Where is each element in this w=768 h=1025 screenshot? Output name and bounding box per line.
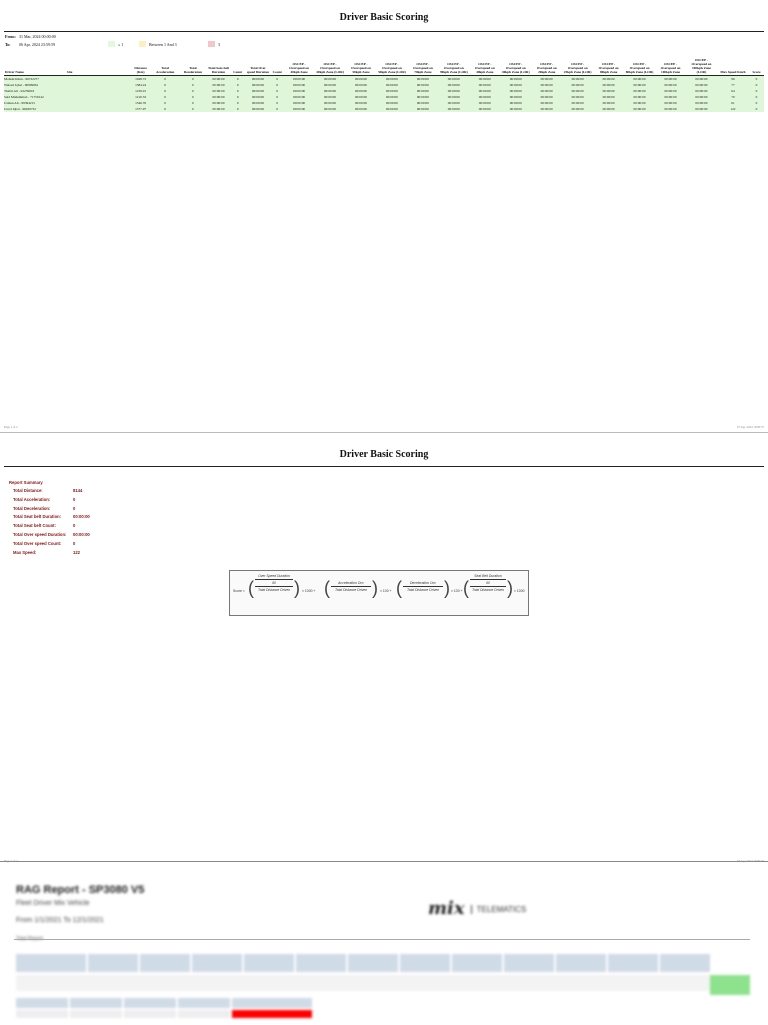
table-cell: 00:00:00 xyxy=(385,77,398,81)
summary-row xyxy=(9,488,90,497)
summary-row xyxy=(9,541,90,550)
formula-paren: ( xyxy=(463,578,469,598)
formula-paren: ) xyxy=(372,578,378,598)
table-cell: 00:00:00 xyxy=(416,101,429,105)
formula-paren: ( xyxy=(324,578,330,598)
table-cell: 00:00:00 xyxy=(212,95,225,99)
table-cell: 00:00:00 xyxy=(602,83,615,87)
summary-key: Total Deceleration: xyxy=(13,505,51,511)
legend-swatch-red xyxy=(208,41,215,47)
rag-header-cell xyxy=(608,954,658,972)
column-header: Total Seat-belt Duration xyxy=(207,66,230,74)
table-cell: 00:00:00 xyxy=(571,89,584,93)
table-cell: 00:00:00 xyxy=(447,107,460,111)
table-cell: 00:00:00 xyxy=(540,83,553,87)
table-cell: 0 xyxy=(276,77,279,81)
driver-name-cell: Usman Ali - 99394215 xyxy=(4,101,35,105)
table-cell: 1948.72 xyxy=(135,77,147,81)
table-cell: 00:00:00 xyxy=(478,89,491,93)
formula-paren: ) xyxy=(444,578,450,598)
table-cell: 0 xyxy=(236,95,239,99)
table-cell: 00:00:00 xyxy=(323,101,337,105)
table-cell: 00:00:00 xyxy=(447,95,460,99)
summary-key: Total Over speed Count: xyxy=(13,540,62,546)
table-cell: 00:00:00 xyxy=(478,107,491,111)
table-cell: 00:00:00 xyxy=(571,107,584,111)
formula-paren: ( xyxy=(248,578,254,598)
table-cell: 00:00:00 xyxy=(602,89,615,93)
table-cell: 0 xyxy=(236,83,239,87)
table-row xyxy=(4,106,764,112)
rag-status-red xyxy=(232,1010,312,1018)
column-header: OSCEP - Overspeed on 50kph Zone (LOR) xyxy=(378,62,406,74)
table-cell: 00:00:00 xyxy=(354,107,367,111)
legend-label: ≤ 1 xyxy=(118,41,124,47)
table-cell: 00:00:00 xyxy=(447,83,460,87)
table-cell: 00:00:00 xyxy=(251,95,265,99)
summary-value: 0 xyxy=(73,540,76,546)
table-cell: 00:00:00 xyxy=(447,89,460,93)
table-cell: 77 xyxy=(731,83,735,87)
to-label: To: xyxy=(5,42,11,47)
table-cell: 00:00:00 xyxy=(416,77,429,81)
report-title: Driver Basic Scoring xyxy=(339,12,429,23)
column-header: Total Deceleration xyxy=(183,66,203,74)
score-formula-box xyxy=(229,570,529,616)
table-cell: 00:00:00 xyxy=(293,101,306,105)
table-cell: 00:00:00 xyxy=(602,95,615,99)
legend-item-low xyxy=(108,41,123,47)
table-cell: 00:00:00 xyxy=(571,101,584,105)
report-page-2 xyxy=(0,432,768,861)
table-cell: 0 xyxy=(192,107,194,111)
report-page-3-preview xyxy=(0,861,768,1025)
table-cell: 0 xyxy=(164,83,166,87)
summary-value: 0 xyxy=(73,496,76,502)
column-header: OSCEP - Overspeed on 40kph Zone (LOR) xyxy=(501,62,530,74)
table-cell: 00:00:00 xyxy=(664,89,677,93)
table-cell: 0 xyxy=(164,95,166,99)
table-cell: 00:00:00 xyxy=(385,107,398,111)
column-header: Score xyxy=(752,70,761,74)
column-header: Total Over speed Duration xyxy=(246,66,270,74)
formula-term-seatbelt xyxy=(470,574,506,592)
column-header: OSCEP - Overspeed on 70kph Zone xyxy=(412,62,433,74)
summary-row xyxy=(9,532,90,541)
rag-data-cell xyxy=(70,1010,122,1018)
column-header: OSCEP - Overspeed on 20kph Zone xyxy=(536,62,557,74)
table-cell: 00:00:00 xyxy=(416,95,429,99)
table-cell: 00:00:00 xyxy=(251,77,265,81)
formula-den: Total Distance Driven xyxy=(471,588,505,592)
formula-num: Over Speed Duration xyxy=(258,574,290,578)
table-cell: 00:00:00 xyxy=(664,107,677,111)
table-cell: 00:00:00 xyxy=(571,95,584,99)
table-cell: 0 xyxy=(164,101,166,105)
column-header: Driver Name xyxy=(5,70,24,74)
table-cell: 0 xyxy=(236,101,239,105)
table-cell: 0 xyxy=(192,83,194,87)
rag-status-green xyxy=(710,975,750,995)
table-cell: 0 xyxy=(276,89,279,93)
formula-op: × 100 + xyxy=(380,589,392,593)
table-cell: 00:00:00 xyxy=(540,95,553,99)
summary-row xyxy=(9,550,90,559)
summary-key: Total Seat belt Duration: xyxy=(13,514,62,520)
driver-name-cell: Mohsin Khan - 96722277 xyxy=(4,77,39,81)
table-cell: 00:00:00 xyxy=(509,107,522,111)
table-cell: 0 xyxy=(192,101,194,105)
table-cell: 0 xyxy=(755,89,758,93)
rag-report-title: RAG Report - SP3080 V5 xyxy=(16,884,145,896)
report-summary xyxy=(9,480,90,558)
formula-sub: 60 xyxy=(486,581,490,585)
table-cell: 00:00:00 xyxy=(664,77,677,81)
table-cell: 00:00:00 xyxy=(664,95,677,99)
table-cell: 00:00:00 xyxy=(323,77,337,81)
table-cell: 0 xyxy=(164,89,166,93)
rag-header-cell xyxy=(70,998,122,1008)
table-cell: 00:00:00 xyxy=(509,83,522,87)
formula-op: × 1000 + xyxy=(302,589,316,593)
table-cell: 00:00:00 xyxy=(447,101,460,105)
page-footer-left: Page 2 of 2 xyxy=(4,859,18,863)
from-value: 31 Mar, 2024 00:00:00 xyxy=(19,34,56,39)
formula-paren: ) xyxy=(507,578,513,598)
table-cell: 00:00:00 xyxy=(385,89,398,93)
legend-swatch-yellow xyxy=(139,41,146,47)
table-cell: 00:00:00 xyxy=(212,77,225,81)
column-header: OSCEP - Overspeed on 100kph Zone xyxy=(660,62,681,74)
table-cell: 1377.97 xyxy=(135,107,147,111)
table-cell: 0 xyxy=(164,77,166,81)
table-cell: 00:00:00 xyxy=(212,83,225,87)
rag-header-cell xyxy=(244,954,294,972)
summary-value: 8144 xyxy=(73,488,83,493)
table-cell: 00:00:00 xyxy=(633,107,646,111)
column-header: OSCEP - Overspeed on 50kph Zone xyxy=(351,62,371,74)
table-cell: 00:00:00 xyxy=(293,107,306,111)
table-cell: 00:00:00 xyxy=(354,95,367,99)
table-cell: 00:00:00 xyxy=(633,77,646,81)
rag-header-cell xyxy=(348,954,398,972)
table-cell: 0 xyxy=(236,77,239,81)
table-cell: 0 xyxy=(755,77,758,81)
summary-value: 122 xyxy=(73,549,80,555)
legend-label: Between 1 And 3 xyxy=(149,41,177,47)
rag-header-cell xyxy=(192,954,242,972)
table-cell: 0 xyxy=(192,95,194,99)
table-cell: 00:00:00 xyxy=(664,101,677,105)
table-cell: 0 xyxy=(276,107,279,111)
table-cell: 00:00:00 xyxy=(695,101,708,105)
rag-report-subtitle: Fleet Driver Mix Vehicle xyxy=(16,900,90,907)
column-header: Site xyxy=(66,70,73,74)
rag-header-cell xyxy=(88,954,138,972)
title-divider xyxy=(4,466,764,467)
table-cell: 00:00:00 xyxy=(212,101,225,105)
table-cell: 00:00:00 xyxy=(602,101,615,105)
rag-header-cell xyxy=(556,954,606,972)
table-cell: 0 xyxy=(236,89,239,93)
rag-header-cell xyxy=(400,954,450,972)
table-cell: 0 xyxy=(164,107,166,111)
formula-term-overspeed xyxy=(255,574,293,592)
summary-row xyxy=(9,523,90,532)
from-label: From: xyxy=(5,34,16,39)
table-cell: 61 xyxy=(731,101,735,105)
rag-report-date-range: From 1/1/2021 To 12/1/2021 xyxy=(16,917,104,924)
table-cell: 1239.01 xyxy=(135,89,147,93)
table-cell: 00:00:00 xyxy=(323,83,337,87)
table-cell: 1210.33 xyxy=(135,95,147,99)
table-cell: 70 xyxy=(731,95,735,99)
table-cell: 00:00:00 xyxy=(633,89,646,93)
table-cell: 00:00:00 xyxy=(509,89,522,93)
table-cell: 96 xyxy=(731,77,735,81)
table-cell: 00:00:00 xyxy=(664,83,677,87)
rag-data-row xyxy=(16,975,748,991)
table-cell: 00:00:00 xyxy=(416,83,429,87)
summary-key: Total Seat belt Count: xyxy=(13,523,56,529)
page-footer-right: 07 Apr, 2024 10:00:37 xyxy=(736,859,764,863)
table-cell: 00:00:00 xyxy=(633,95,646,99)
table-cell: 00:00:00 xyxy=(633,83,646,87)
table-cell: 00:00:00 xyxy=(323,107,337,111)
rag-data-cell xyxy=(124,1010,176,1018)
to-date xyxy=(5,42,55,47)
formula-op: × 100 + xyxy=(451,589,463,593)
driver-name-cell: Thabit Ali - 92239916 xyxy=(4,89,35,93)
from-date xyxy=(5,34,56,39)
table-cell: 64 xyxy=(731,89,735,93)
table-cell: 00:00:00 xyxy=(323,95,337,99)
rag-table-preview xyxy=(0,862,768,1025)
summary-value: 00:00:00 xyxy=(73,531,90,537)
table-cell: 00:00:00 xyxy=(695,107,708,111)
column-header: OSCEP - Overspeed on 80kph Zone (LOR) xyxy=(625,62,654,74)
table-cell: 00:00:00 xyxy=(212,107,225,111)
table-cell: 0 xyxy=(236,107,239,111)
column-header: Max Speed Km/h xyxy=(720,70,746,74)
table-cell: 00:00:00 xyxy=(478,101,491,105)
table-cell: 0 xyxy=(755,107,758,111)
rag-header-cell xyxy=(232,998,312,1008)
table-cell xyxy=(66,106,130,112)
column-header: OSCEP - Overspeed on 90kph Zone (LOR) xyxy=(439,62,468,74)
table-cell: 00:00:00 xyxy=(251,89,265,93)
column-header: Total Acceleration xyxy=(156,66,175,74)
table-cell: 00:00:00 xyxy=(293,89,306,93)
table-cell: 00:00:00 xyxy=(385,95,398,99)
to-value: 06 Apr, 2024 23:59:59 xyxy=(19,42,56,47)
table-cell: 00:00:00 xyxy=(695,83,708,87)
report-page-1 xyxy=(0,0,768,430)
table-cell: 00:00:00 xyxy=(416,107,429,111)
page-footer-right: 07 Apr, 2024 10:00:37 xyxy=(736,425,764,429)
table-cell: 122 xyxy=(730,107,736,111)
table-cell: 00:00:00 xyxy=(695,95,708,99)
table-cell: 0 xyxy=(192,77,194,81)
table-cell: 00:00:00 xyxy=(540,77,553,81)
summary-value: 0 xyxy=(73,505,76,511)
column-header: OSCEP - Overspeed on 25kph Zone (LOR) xyxy=(563,62,592,74)
report-title-page2: Driver Basic Scoring xyxy=(339,449,429,460)
legend-swatch-green xyxy=(108,41,115,47)
table-body xyxy=(4,76,764,113)
page-footer-left: Page 1 of 2 xyxy=(4,425,18,429)
formula-term-acceleration xyxy=(331,581,371,592)
table-cell: 0 xyxy=(192,89,194,93)
table-cell: 00:00:00 xyxy=(509,77,522,81)
rag-header-cell xyxy=(452,954,502,972)
summary-heading: Report Summary xyxy=(9,480,43,485)
formula-op: × 1000 xyxy=(514,589,525,593)
table-cell: 00:00:00 xyxy=(354,101,367,105)
table-cell: 00:00:00 xyxy=(323,89,337,93)
table-cell: 00:00:00 xyxy=(251,83,265,87)
column-header: OSCEP - Overspeed on 40kph Zone xyxy=(474,62,495,74)
formula-num: Acceleration Occ xyxy=(338,581,364,585)
summary-key: Max Speed: xyxy=(13,549,37,555)
summary-value: 00:00:00 xyxy=(73,514,90,520)
formula-den: Total Distance Driven xyxy=(334,588,368,592)
column-header: Distance (Km) xyxy=(134,66,147,74)
legend-label: 3 xyxy=(218,41,220,47)
driver-name-cell: Said Muhammad - 71759142 xyxy=(4,95,44,99)
driver-name-cell: Waleed Iqbal - 90099661 xyxy=(4,83,39,87)
table-cell: 0 xyxy=(276,83,279,87)
table-cell: 00:00:00 xyxy=(354,83,367,87)
driver-name-cell: Javed Iqbal - 96929732 xyxy=(4,107,36,111)
rag-section-label: Total Report xyxy=(16,936,43,942)
table-cell: 00:00:00 xyxy=(695,77,708,81)
table-cell: 1346.76 xyxy=(135,101,147,105)
rag-data-cell xyxy=(178,1010,230,1018)
table-cell: 00:00:00 xyxy=(293,77,306,81)
title-divider xyxy=(4,31,764,32)
table-cell: 00:00:00 xyxy=(478,95,491,99)
rag-header-cell xyxy=(124,998,176,1008)
table-cell: 0 xyxy=(755,83,758,87)
formula-paren: ) xyxy=(294,578,300,598)
summary-key: Total Over speed Duration: xyxy=(13,531,67,537)
table-cell: 00:00:00 xyxy=(571,77,584,81)
table-cell: 00:00:00 xyxy=(540,107,553,111)
table-cell: 00:00:00 xyxy=(447,77,460,81)
table-cell: 00:00:00 xyxy=(293,83,306,87)
formula-num: Deceleration Occ xyxy=(409,581,436,585)
rag-header-cell xyxy=(504,954,554,972)
rag-header-cell xyxy=(296,954,346,972)
table-cell: 00:00:00 xyxy=(695,89,708,93)
table-cell: 00:00:00 xyxy=(478,77,491,81)
formula-den: Total Distance Driven xyxy=(257,588,291,592)
table-cell: 00:00:00 xyxy=(540,101,553,105)
table-cell: 00:00:00 xyxy=(212,89,225,93)
rag-header-cell xyxy=(178,998,230,1008)
rag-header-cell xyxy=(140,954,190,972)
table-cell: 00:00:00 xyxy=(540,89,553,93)
summary-value: 0 xyxy=(73,523,76,529)
table-cell: 00:00:00 xyxy=(571,83,584,87)
column-header: OSCEP - Overspeed on 40kph Zone xyxy=(289,62,309,74)
table-cell: 00:00:00 xyxy=(251,107,265,111)
table-cell: 00:00:00 xyxy=(385,101,398,105)
formula-score-label: Score = xyxy=(233,589,245,593)
table-cell: 00:00:00 xyxy=(478,83,491,87)
formula-num: Seat Belt Duration xyxy=(474,574,502,578)
formula-term-deceleration xyxy=(403,581,443,592)
table-cell: 00:00:00 xyxy=(293,95,306,99)
table-cell: 0 xyxy=(755,101,758,105)
table-cell: 0 xyxy=(276,101,279,105)
driver-scoring-table xyxy=(4,56,764,112)
legend-item-mid xyxy=(139,41,177,47)
summary-row xyxy=(9,497,90,506)
formula-sub: 60 xyxy=(272,581,276,585)
table-cell: 00:00:00 xyxy=(354,89,367,93)
mix-logo-text: mix xyxy=(428,898,465,919)
table-cell: 00:00:00 xyxy=(354,77,367,81)
table-cell: 00:00:00 xyxy=(602,77,615,81)
column-header: OSCEP - Overspeed on 80kph Zone xyxy=(598,62,619,74)
rag-header-cell xyxy=(16,954,86,972)
table-header-row xyxy=(4,56,764,76)
column-header: Count xyxy=(272,70,282,74)
rag-header-cell xyxy=(660,954,710,972)
formula-den: Total Distance Driven xyxy=(406,588,440,592)
telematics-logo-text: TELEMATICS xyxy=(471,905,527,914)
column-header: OSCEP - Overspeed on 100kph Zone (LOR) xyxy=(691,58,712,74)
rag-header-cell xyxy=(16,998,68,1008)
table-cell: 1384.24 xyxy=(135,83,147,87)
table-cell: 00:00:00 xyxy=(385,83,398,87)
table-cell: 00:00:00 xyxy=(416,89,429,93)
summary-key: Total Acceleration: xyxy=(13,496,51,502)
rag-data-cell xyxy=(16,1010,68,1018)
table-cell: 0 xyxy=(276,95,279,99)
summary-row xyxy=(9,506,90,515)
summary-row xyxy=(9,514,90,523)
table-cell: 00:00:00 xyxy=(251,101,265,105)
table-cell: 00:00:00 xyxy=(602,107,615,111)
column-header: OSCEP - Overspeed on 40kph Zone (LOR) xyxy=(316,62,344,74)
table-cell: 0 xyxy=(755,95,758,99)
formula-paren: ( xyxy=(396,578,402,598)
table-cell: 00:00:00 xyxy=(509,95,522,99)
table-cell: 00:00:00 xyxy=(633,101,646,105)
column-header: Count xyxy=(233,70,243,74)
legend-item-high xyxy=(208,41,220,47)
table-cell: 00:00:00 xyxy=(509,101,522,105)
summary-key: Total Distance: xyxy=(13,488,43,493)
